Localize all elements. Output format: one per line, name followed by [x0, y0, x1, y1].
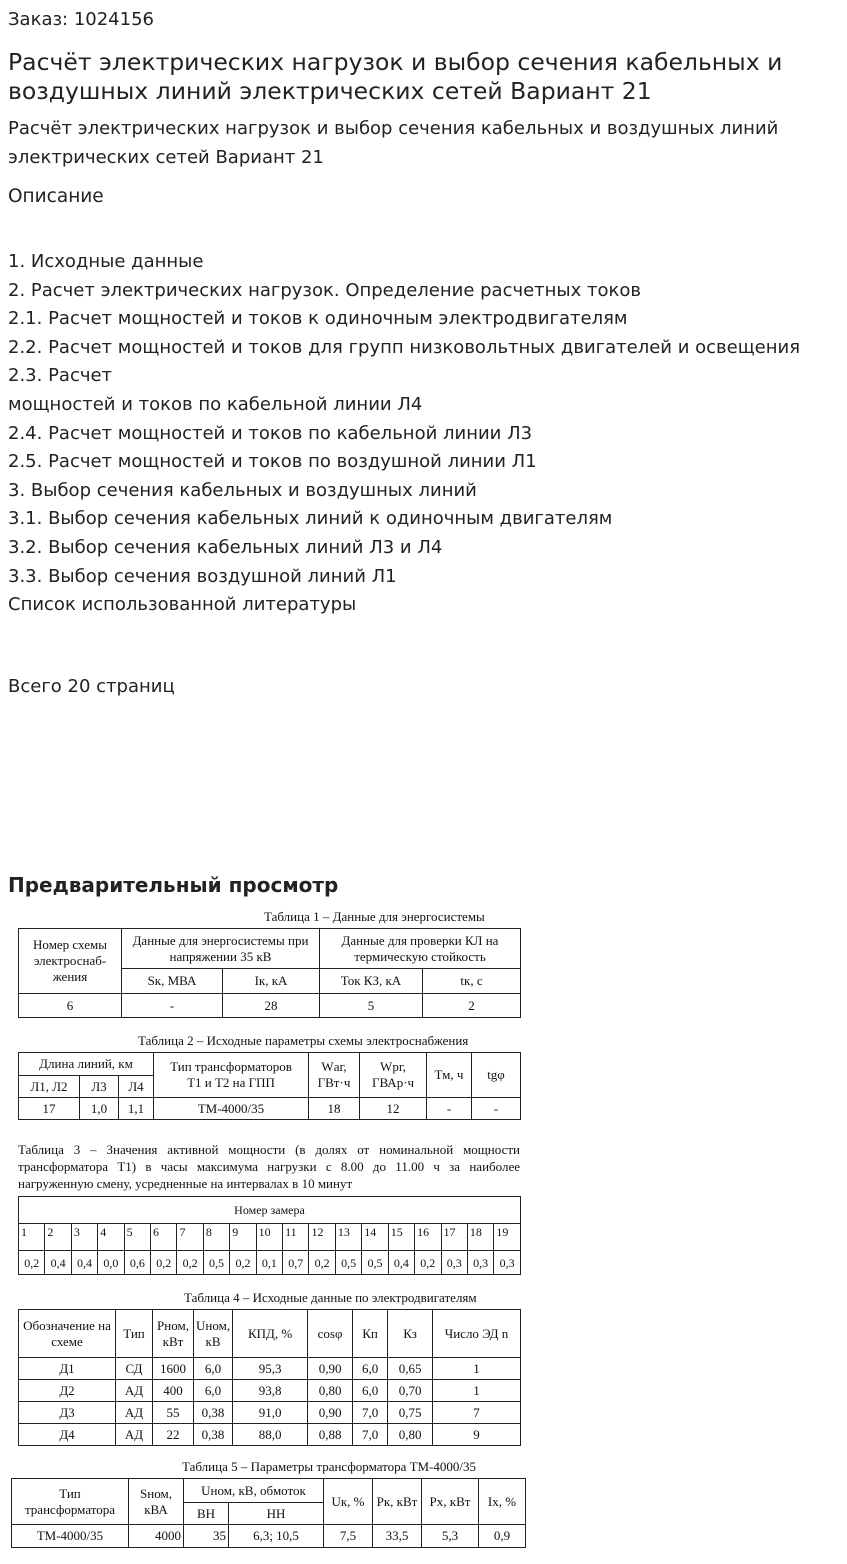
- toc-item: 3.2. Выбор сечения кабельных линий Л3 и Л4: [8, 536, 443, 558]
- table-cell: -: [122, 994, 223, 1018]
- table2-caption: Таблица 2 – Исходные параметры схемы электроснабжения: [138, 1033, 469, 1048]
- table4-header-unom: Uном, кВ: [194, 1310, 233, 1358]
- table3-measure-value: 0,5: [335, 1251, 361, 1275]
- table3-measure-value: 0,6: [124, 1251, 150, 1275]
- table3-measure-number: 1: [19, 1224, 45, 1251]
- table2-header-wr-line2: ГВАр·ч: [371, 1075, 415, 1090]
- table-cell: 1: [433, 1380, 521, 1402]
- table-cell: 7: [433, 1402, 521, 1424]
- table3-numbers-row: [19, 1224, 521, 1251]
- table3-measure-value: 0,2: [230, 1251, 256, 1275]
- table-cell: 400: [153, 1380, 194, 1402]
- table5-header-px: Pх, кВт: [422, 1479, 479, 1525]
- table-cell: 1,0: [80, 1098, 119, 1120]
- table-cell: 93,8: [233, 1380, 308, 1402]
- table-cell: Д4: [19, 1424, 116, 1446]
- table-cell: 1600: [153, 1358, 194, 1380]
- table5-header-uk: Uк, %: [324, 1479, 373, 1525]
- table-cell: 7,5: [324, 1525, 373, 1548]
- page-title: Расчёт электрических нагрузок и выбор сечения кабельных и воздушных линий электрических сетей Вариант 21: [8, 48, 783, 105]
- table3-measure-value: 0,7: [283, 1251, 309, 1275]
- table-cell: 6,0: [353, 1380, 388, 1402]
- table4: [18, 1309, 521, 1446]
- table3-measure-number: 17: [441, 1224, 467, 1251]
- total-pages: Всего 20 страниц: [8, 676, 175, 697]
- table-row: [19, 1098, 521, 1120]
- table3-measure-value: 0,2: [415, 1251, 441, 1275]
- table1-header-ik: Iк, кА: [223, 969, 320, 994]
- table4-header-pnom: Pном, кВт: [153, 1310, 194, 1358]
- table-row: [12, 1525, 526, 1548]
- table3-measure-value: 0,4: [45, 1251, 71, 1275]
- toc-item: 2.5. Расчет мощностей и токов по воздушной линии Л1: [8, 451, 537, 473]
- table3-measure-number: 16: [415, 1224, 441, 1251]
- table-cell: 0,9: [479, 1525, 526, 1548]
- table2-header-transformer-line2: Т1 и Т2 на ГПП: [187, 1075, 275, 1090]
- table-cell: 6: [19, 994, 122, 1018]
- toc-item: 2.1. Расчет мощностей и токов к одиночным электродвигателям: [8, 308, 628, 330]
- table-cell: 1: [433, 1358, 521, 1380]
- table-cell: 9: [433, 1424, 521, 1446]
- table-cell: СД: [116, 1358, 153, 1380]
- table5-header-type: Тип трансформатора: [12, 1479, 129, 1525]
- table-cell: 88,0: [233, 1424, 308, 1446]
- table-cell: -: [427, 1098, 472, 1120]
- table4-caption: Таблица 4 – Исходные данные по электродвигателям: [184, 1290, 477, 1305]
- table1-header-tok: Ток КЗ, кА: [320, 969, 423, 994]
- table2-header-transformer-line1: Тип трансформаторов: [170, 1059, 292, 1074]
- table2: [18, 1052, 521, 1120]
- table-cell: 0,90: [308, 1402, 353, 1424]
- table-cell: 5: [320, 994, 423, 1018]
- preview-heading: Предварительный просмотр: [8, 873, 339, 897]
- table-cell: АД: [116, 1402, 153, 1424]
- table3-measure-value: 0,5: [203, 1251, 229, 1275]
- toc-item: 2.3. Расчет: [8, 365, 113, 387]
- table2-header-l1l2: Л1, Л2: [19, 1076, 80, 1098]
- table-cell: 55: [153, 1402, 194, 1424]
- table4-header-kz: Кз: [388, 1310, 433, 1358]
- table-cell: Д1: [19, 1358, 116, 1380]
- table1-header-energy: Данные для энергосистемы при напряжении 35 кВ: [122, 929, 320, 969]
- table3-measure-value: 0,5: [362, 1251, 388, 1275]
- table-cell: 17: [19, 1098, 80, 1120]
- table1-header-check: Данные для проверки КЛ на термическую стойкость: [320, 929, 521, 969]
- table1-header-sk: Sк, МВА: [122, 969, 223, 994]
- table2-header-transformer: [154, 1053, 309, 1098]
- table4-header-cos: cosφ: [308, 1310, 353, 1358]
- table2-header-l3: Л3: [80, 1076, 119, 1098]
- table-cell: 6,0: [194, 1358, 233, 1380]
- table2-header-wa-line2: ГВт·ч: [317, 1075, 351, 1090]
- table-row: [19, 1358, 521, 1380]
- table2-header-tg: tgφ: [472, 1053, 521, 1098]
- table3-measure-number: 2: [45, 1224, 71, 1251]
- table-cell: АД: [116, 1380, 153, 1402]
- table-row: [19, 1402, 521, 1424]
- table-cell: 4000: [129, 1525, 184, 1548]
- table-cell: Д3: [19, 1402, 116, 1424]
- table-cell: 5,3: [422, 1525, 479, 1548]
- table3-measure-number: 3: [71, 1224, 97, 1251]
- table-cell: 6,3; 10,5: [229, 1525, 324, 1548]
- toc-item: 2.2. Расчет мощностей и токов для групп низковольтных двигателей и освещения: [8, 336, 801, 358]
- table3-measure-value: 0,0: [98, 1251, 124, 1275]
- table3-measure-number: 14: [362, 1224, 388, 1251]
- table-row: [19, 1424, 521, 1446]
- table2-header-length: Длина линий, км: [19, 1053, 154, 1076]
- table3-measure-value: 0,3: [494, 1251, 521, 1275]
- table3-measure-number: 13: [335, 1224, 361, 1251]
- table3-measure-value: 0,2: [151, 1251, 177, 1275]
- subtitle: Расчёт электрических нагрузок и выбор сечения кабельных и воздушных линий электрических сетей Вариант 21: [8, 118, 779, 168]
- table2-header-tm: Тм, ч: [427, 1053, 472, 1098]
- toc-item: 3. Выбор сечения кабельных и воздушных линий: [8, 479, 477, 501]
- table4-header-designation: Обозначение на схеме: [19, 1310, 116, 1358]
- toc-item: 2.4. Расчет мощностей и токов по кабельной линии Л3: [8, 422, 533, 444]
- table-cell: 0,90: [308, 1358, 353, 1380]
- table1: [18, 928, 521, 1018]
- table-row: [19, 1380, 521, 1402]
- order-number: Заказ: 1024156: [8, 9, 154, 30]
- table-cell: 18: [309, 1098, 360, 1120]
- toc-item: 3.1. Выбор сечения кабельных линий к одиночным двигателям: [8, 508, 613, 530]
- table3-measure-value: 0,4: [71, 1251, 97, 1275]
- table-cell: 7,0: [353, 1402, 388, 1424]
- table3-header-measure: Номер замера: [19, 1197, 521, 1224]
- table3-measure-number: 12: [309, 1224, 335, 1251]
- table-cell: ТМ-4000/35: [154, 1098, 309, 1120]
- table-cell: 0,38: [194, 1402, 233, 1424]
- table-cell: 0,80: [308, 1380, 353, 1402]
- table5-header-vn: ВН: [184, 1503, 229, 1525]
- table-cell: 33,5: [373, 1525, 422, 1548]
- table5-header-nn: НН: [229, 1503, 324, 1525]
- table-cell: 0,75: [388, 1402, 433, 1424]
- table-cell: Д2: [19, 1380, 116, 1402]
- table3-measure-number: 5: [124, 1224, 150, 1251]
- table3-measure-value: 0,2: [19, 1251, 45, 1275]
- table3-measure-number: 10: [256, 1224, 282, 1251]
- description-heading: Описание: [8, 186, 104, 207]
- table2-header-l4: Л4: [119, 1076, 154, 1098]
- table3-measure-number: 19: [494, 1224, 521, 1251]
- table-cell: 28: [223, 994, 320, 1018]
- toc-item: мощностей и токов по кабельной линии Л4: [8, 393, 423, 415]
- table3-measure-number: 7: [177, 1224, 203, 1251]
- table-cell: 0,70: [388, 1380, 433, 1402]
- table-cell: -: [472, 1098, 521, 1120]
- table-cell: 0,80: [388, 1424, 433, 1446]
- table3-values-row: [19, 1251, 521, 1275]
- table3-measure-value: 0,2: [309, 1251, 335, 1275]
- toc-item: 2. Расчет электрических нагрузок. Определение расчетных токов: [8, 279, 642, 301]
- table3-measure-number: 9: [230, 1224, 256, 1251]
- table-cell: 2: [423, 994, 521, 1018]
- table-cell: 0,88: [308, 1424, 353, 1446]
- table4-header-kp: Кп: [353, 1310, 388, 1358]
- table-cell: 95,3: [233, 1358, 308, 1380]
- table5-header-ix: Iх, %: [479, 1479, 526, 1525]
- table1-header-scheme: Номер схемы электроснаб-жения: [19, 929, 122, 994]
- table-cell: 6,0: [353, 1358, 388, 1380]
- table3-measure-value: 0,3: [441, 1251, 467, 1275]
- table-of-contents: [8, 248, 828, 620]
- toc-item: 1. Исходные данные: [8, 251, 204, 272]
- table3-measure-value: 0,2: [177, 1251, 203, 1275]
- table4-header-efficiency: КПД, %: [233, 1310, 308, 1358]
- table-cell: 6,0: [194, 1380, 233, 1402]
- table2-header-wa: [309, 1053, 360, 1098]
- table3-measure-value: 0,4: [388, 1251, 414, 1275]
- table4-header-count: Число ЭД n: [433, 1310, 521, 1358]
- table-cell: 91,0: [233, 1402, 308, 1424]
- table-cell: 0,65: [388, 1358, 433, 1380]
- table-cell: 22: [153, 1424, 194, 1446]
- table3-measure-number: 8: [203, 1224, 229, 1251]
- table3-measure-number: 6: [151, 1224, 177, 1251]
- table3-measure-value: 0,1: [256, 1251, 282, 1275]
- table-cell: АД: [116, 1424, 153, 1446]
- table3-measure-value: 0,3: [467, 1251, 493, 1275]
- table-cell: ТМ-4000/35: [12, 1525, 129, 1548]
- table5-caption: Таблица 5 – Параметры трансформатора ТМ-4000/35: [182, 1459, 476, 1474]
- table-cell: 12: [360, 1098, 427, 1120]
- table1-header-tk: tк, с: [423, 969, 521, 994]
- table3-caption: Таблица 3 – Значения активной мощности (в долях от номинальной мощности трансформатора Т1) в часы максимума нагрузки с 8.00 до 11.00 ч за наиболее нагруженную смену, усредненные на интервалах в 10 минут: [18, 1142, 520, 1191]
- table5: [11, 1478, 526, 1548]
- table2-header-wr: [360, 1053, 427, 1098]
- table1-caption: Таблица 1 – Данные для энергосистемы: [264, 909, 485, 924]
- table3-measure-number: 11: [283, 1224, 309, 1251]
- table4-header-type: Тип: [116, 1310, 153, 1358]
- table5-header-pk: Pк, кВт: [373, 1479, 422, 1525]
- table5-header-unom: Uном, кВ, обмоток: [184, 1479, 324, 1503]
- table-cell: 1,1: [119, 1098, 154, 1120]
- table3: [18, 1196, 521, 1275]
- table2-header-wa-line1: Wаг,: [321, 1059, 347, 1074]
- toc-item: Список использованной литературы: [8, 594, 357, 616]
- table-cell: 7,0: [353, 1424, 388, 1446]
- table-cell: 35: [184, 1525, 229, 1548]
- table-cell: 0,38: [194, 1424, 233, 1446]
- table-row: [19, 994, 521, 1018]
- table3-measure-number: 15: [388, 1224, 414, 1251]
- toc-item: 3.3. Выбор сечения воздушной линий Л1: [8, 565, 397, 587]
- table3-measure-number: 4: [98, 1224, 124, 1251]
- table5-header-snom: Sном, кВА: [129, 1479, 184, 1525]
- table2-header-wr-line1: Wрг,: [380, 1059, 406, 1074]
- table3-measure-number: 18: [467, 1224, 493, 1251]
